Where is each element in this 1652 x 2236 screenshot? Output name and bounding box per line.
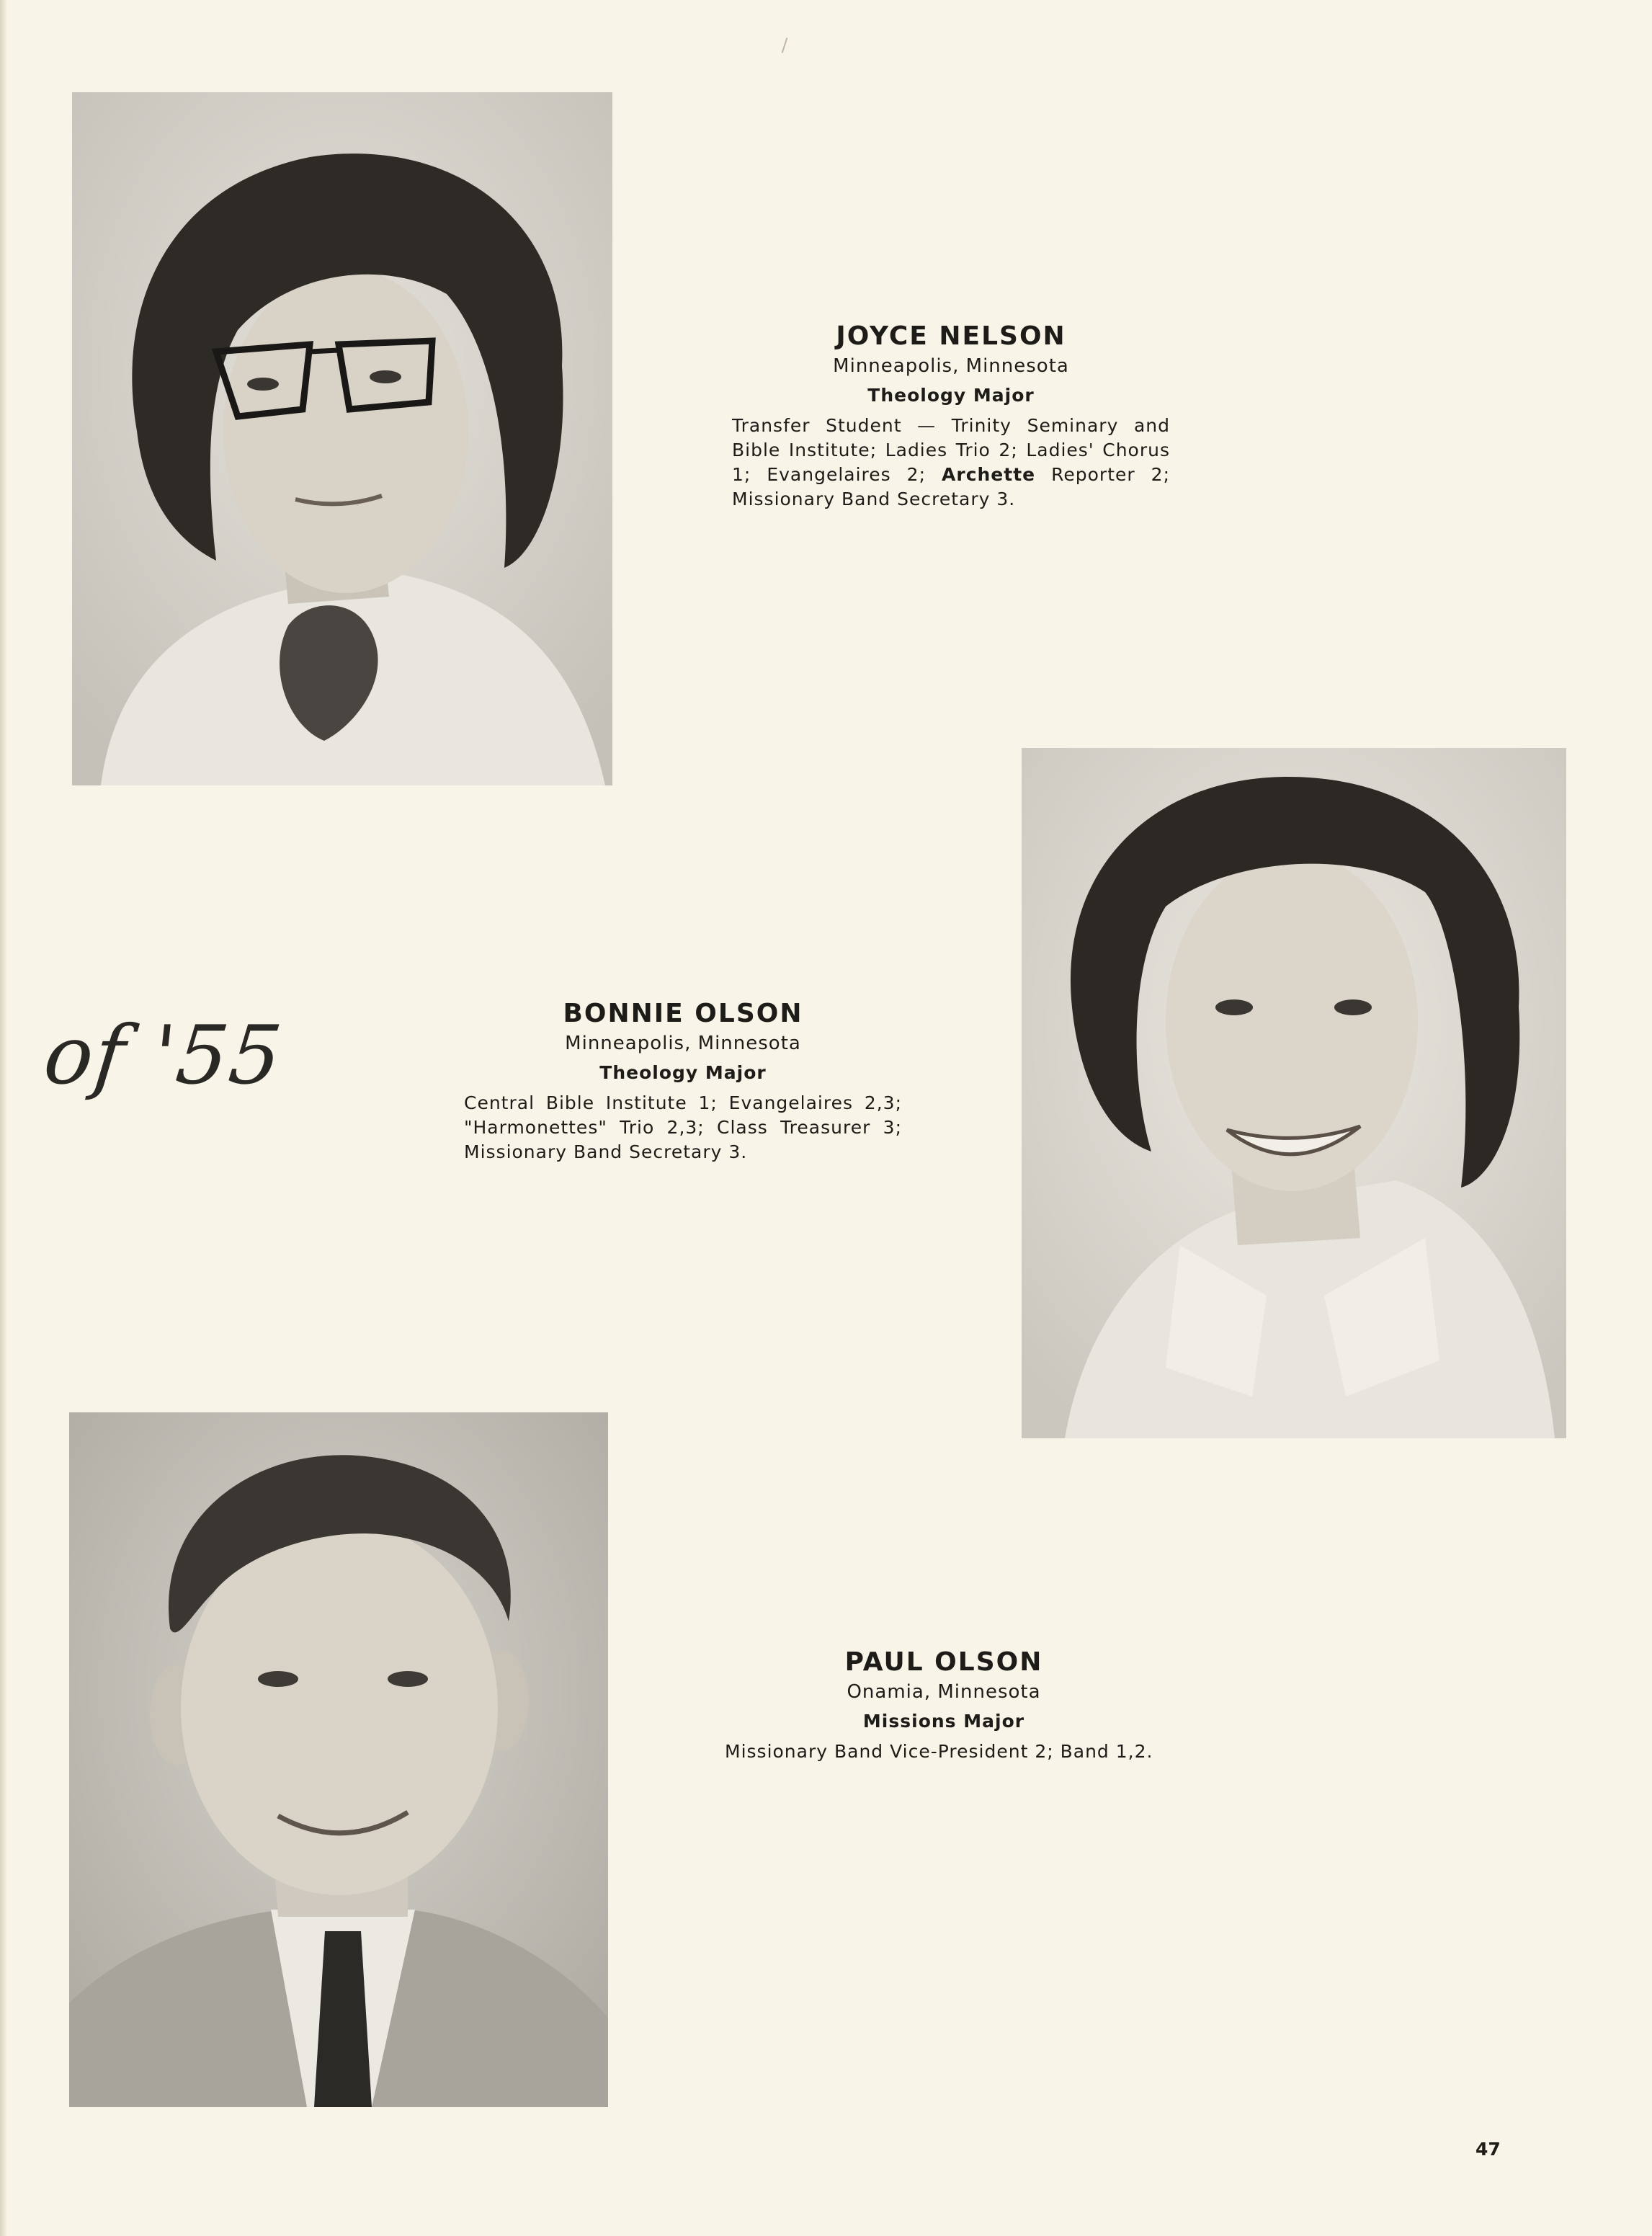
bio-joyce-nelson — [732, 321, 1170, 512]
pencil-mark — [782, 37, 788, 53]
student-hometown: Minneapolis, Minnesota — [833, 355, 1069, 377]
student-activities: Central Bible Institute 1; Evangelaires 2,3; "Harmonettes" Trio 2,3; Class Treasurer 3; Missionary Band Secretary 3. — [464, 1092, 902, 1162]
student-major: Theology Major — [599, 1062, 767, 1083]
student-major: Theology Major — [867, 385, 1035, 406]
student-hometown: Onamia, Minnesota — [847, 1681, 1041, 1703]
student-major: Missions Major — [862, 1711, 1025, 1732]
activities-text: Transfer Student — Trinity Seminary and Bible Institute; Ladies Trio 2; Ladies' Chorus 1; Evangelaires 2; — [732, 415, 1170, 485]
portrait-joyce-nelson — [72, 92, 612, 785]
activities-text-continued: Reporter 2; Missionary Band Secretary 3. — [732, 464, 1170, 509]
student-name: JOYCE NELSON — [836, 321, 1066, 351]
activities-bold-text: Archette — [942, 464, 1036, 485]
portrait-bonnie-olson — [1022, 748, 1566, 1438]
bio-bonnie-olson — [464, 999, 902, 1164]
class-year-label: of '55 — [40, 1009, 287, 1103]
student-activities — [732, 414, 1170, 512]
student-name: PAUL OLSON — [844, 1647, 1043, 1677]
student-hometown: Minneapolis, Minnesota — [565, 1033, 801, 1054]
page-number: 47 — [1475, 2139, 1501, 2160]
student-name: BONNIE OLSON — [563, 999, 803, 1028]
bio-paul-olson — [725, 1647, 1163, 1764]
portrait-paul-olson — [69, 1412, 608, 2107]
student-activities: Missionary Band Vice-President 2; Band 1,2. — [725, 1741, 1153, 1762]
page-binding-edge — [0, 0, 7, 2236]
